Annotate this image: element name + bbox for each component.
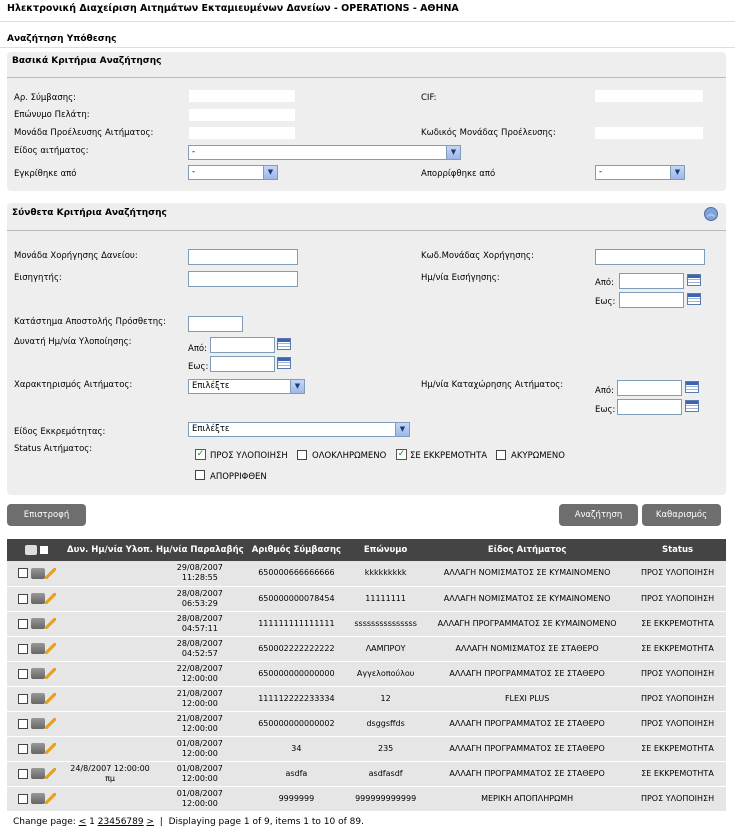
cell-date: 29/08/2007 [176, 563, 223, 573]
pager-page[interactable]: 9 [137, 817, 144, 827]
cell-contract: 34 [291, 743, 302, 753]
divider [7, 230, 726, 231]
pager-prefix: Change page: [13, 817, 76, 827]
chevron-down-icon: ▼ [290, 380, 304, 393]
pending-type-value: Επιλέξτε [192, 424, 230, 434]
cell-status: ΣΕ ΕΚΚΡΕΜΟΤΗΤΑ [641, 768, 714, 778]
edit-icon[interactable] [45, 668, 56, 679]
cell-possible-date [67, 736, 153, 761]
edit-icon[interactable] [45, 743, 56, 754]
row-checkbox[interactable] [18, 568, 28, 578]
back-button[interactable]: Επιστροφή [7, 504, 86, 526]
cell-time: 12:00:00 [181, 673, 218, 683]
cell-date: 21/08/2007 [176, 688, 223, 698]
proposal-to-input[interactable] [619, 292, 684, 308]
cell-time: 12:00:00 [181, 723, 218, 733]
cell-possible-date [67, 586, 153, 611]
col-header[interactable]: Είδος Αιτήματος [425, 539, 629, 561]
cell-received-date [153, 786, 247, 811]
cell-time: 11:28:55 [181, 573, 218, 583]
row-actions [7, 786, 67, 811]
cell-time: 06:53:29 [181, 598, 218, 608]
row-checkbox[interactable] [18, 594, 28, 604]
cell-time: 12:00:00 [181, 698, 218, 708]
table-row [7, 736, 726, 761]
possible-date-label: Δυνατή Ημ/νία Υλοποίησης: [14, 337, 132, 347]
status-checkbox-aporrifthen[interactable] [195, 470, 205, 480]
chevron-down-icon: ▼ [446, 146, 460, 159]
cell-surname: 999999999999 [355, 793, 417, 803]
table-row [7, 611, 726, 636]
cell-status: ΠΡΟΣ ΥΛΟΠΟΙΗΣΗ [640, 568, 715, 578]
col-header[interactable]: Αριθμός Σύμβασης [247, 539, 346, 561]
possible-from-input[interactable] [210, 337, 275, 353]
characterization-value: Επιλέξτε [192, 381, 230, 391]
row-actions [7, 636, 67, 661]
edit-icon[interactable] [45, 768, 56, 779]
cell-date: 22/08/2007 [176, 663, 223, 673]
cell-time: 12:00:00 [181, 748, 218, 758]
cell-contract: 650000000078454 [258, 593, 335, 603]
cell-contract: 111111111111111 [258, 618, 335, 628]
row-checkbox[interactable] [18, 719, 28, 729]
cell-request-type: ΑΛΛΑΓΗ ΠΡΟΓΡΑΜΜΑΤΟΣ ΣΕ ΣΤΑΘΕΡΟ [449, 668, 605, 678]
cell-contract: 650000000000002 [258, 718, 335, 728]
cell-request-type: ΑΛΛΑΓΗ ΝΟΜΙΣΜΑΤΟΣ ΣΕ ΚΥΜΑΙΝΟΜΕΝΟ [443, 568, 611, 578]
proposer-input[interactable] [188, 271, 298, 287]
request-type-select[interactable] [188, 145, 461, 160]
rejected-by-select[interactable] [595, 165, 685, 180]
divider [7, 77, 726, 78]
cell-possible-date: 24/8/2007 12:00:00 πμ [70, 763, 150, 783]
results-table [7, 539, 726, 812]
proposer-label: Εισηγητής: [14, 273, 62, 283]
cell-request-type: ΑΛΛΑΓΗ ΝΟΜΙΣΜΑΤΟΣ ΣΕ ΣΤΑΘΕΡΟ [455, 643, 599, 653]
cell-date: 28/08/2007 [176, 638, 223, 648]
select-all-checkbox[interactable] [39, 545, 49, 555]
pager-page[interactable]: 4 [109, 817, 115, 827]
cell-surname: ΛΑΜΠΡΟΥ [365, 643, 406, 653]
row-checkbox[interactable] [18, 694, 28, 704]
print-all-icon[interactable] [25, 545, 37, 555]
cell-date: 01/08/2007 [176, 788, 223, 798]
cell-date: 28/08/2007 [176, 588, 223, 598]
row-actions [7, 761, 67, 786]
cell-request-type: ΑΛΛΑΓΗ ΝΟΜΙΣΜΑΤΟΣ ΣΕ ΚΥΜΑΙΝΟΜΕΝΟ [443, 593, 611, 603]
characterization-label: Χαρακτηρισμός Αιτήματος: [14, 380, 133, 390]
branch-label: Κατάστημα Αποστολής Πρόσθετης: [14, 317, 166, 327]
cell-time: 04:57:11 [181, 623, 218, 633]
table-row [7, 636, 726, 661]
printer-icon[interactable] [31, 718, 45, 729]
edit-icon[interactable] [45, 693, 56, 704]
proposal-from-input[interactable] [619, 273, 684, 289]
pager-page[interactable]: 8 [132, 817, 138, 827]
cell-date: 01/08/2007 [176, 738, 223, 748]
cell-possible-date [67, 636, 153, 661]
printer-icon[interactable] [31, 668, 45, 679]
pager-next[interactable]: > [146, 817, 155, 827]
status-option-label: ΑΚΥΡΩΜΕΝΟ [511, 451, 565, 461]
col-header[interactable]: Επώνυμο [346, 539, 425, 561]
row-actions [7, 736, 67, 761]
row-checkbox[interactable] [18, 669, 28, 679]
search-button[interactable]: Αναζήτηση [559, 504, 638, 526]
table-row [7, 586, 726, 611]
collapse-icon[interactable]: ︽ [704, 207, 718, 221]
divider [0, 21, 735, 22]
cell-possible-date [67, 661, 153, 686]
table-row [7, 661, 726, 686]
page-title: Αναζήτηση Υπόθεσης [7, 34, 117, 44]
origin-unit-code-label: Κωδικός Μονάδας Προέλευσης: [421, 128, 556, 138]
divider [0, 47, 735, 48]
cif-label: CIF: [421, 93, 437, 103]
col-header[interactable]: Status [629, 539, 726, 561]
possible-to-label: Εως: [188, 362, 209, 372]
pager-page[interactable]: 2 [97, 817, 104, 827]
cell-request-type: ΜΕΡΙΚΗ ΑΠΟΠΛΗΡΩΜΗ [481, 793, 574, 803]
cell-surname: Αγγελοπούλου [356, 668, 415, 678]
row-checkbox[interactable] [18, 619, 28, 629]
calendar-icon[interactable] [687, 274, 701, 286]
edit-icon[interactable] [45, 643, 56, 654]
cell-contract: asdfa [285, 768, 308, 778]
approved-by-select[interactable] [188, 165, 278, 180]
row-actions [7, 611, 67, 636]
status-option-label: ΣΕ ΕΚΚΡΕΜΟΤΗΤΑ [410, 451, 488, 461]
possible-from-label: Από: [188, 344, 207, 354]
lending-unit-code-label: Κωδ.Μονάδας Χορήγησης: [421, 251, 534, 261]
rejected-by-value: - [599, 167, 603, 177]
row-actions [7, 661, 67, 686]
request-type-value: - [192, 147, 196, 157]
cell-time: 12:00:00 [181, 798, 218, 808]
cell-request-type: FLEXI PLUS [504, 693, 550, 703]
status-option-label: ΠΡΟΣ ΥΛΟΠΟΙΗΣΗ [210, 451, 288, 461]
basic-criteria-title: Βασικά Κριτήρια Αναζήτησης [12, 56, 162, 66]
cell-surname: 235 [377, 743, 394, 753]
pager-page[interactable]: 7 [126, 817, 133, 827]
calendar-icon[interactable] [685, 381, 699, 393]
surname-input[interactable] [189, 109, 295, 121]
chevron-down-icon: ▼ [395, 423, 409, 436]
cell-surname: dsggsffds [366, 718, 405, 728]
cell-received-date [153, 561, 247, 586]
approved-by-value: - [192, 167, 196, 177]
table-row [7, 686, 726, 711]
cell-received-date [153, 711, 247, 736]
cell-possible-date [67, 561, 153, 586]
surname-label: Επώνυμο Πελάτη: [14, 110, 90, 120]
cell-surname: kkkkkkkkk [364, 568, 407, 578]
table-row [7, 711, 726, 736]
pager-page[interactable]: 5 [114, 817, 121, 827]
edit-icon[interactable] [45, 593, 56, 604]
printer-icon[interactable] [31, 768, 45, 779]
table-header-row [7, 539, 726, 561]
registration-to-label: Εως: [595, 405, 616, 415]
pager-page[interactable]: 3 [103, 817, 110, 827]
pending-type-label: Είδος Εκκρεμότητας: [14, 427, 106, 437]
pager [13, 817, 364, 827]
proposal-date-label: Ημ/νία Εισήγησης: [421, 273, 500, 283]
origin-unit-code-input[interactable] [595, 127, 703, 139]
characterization-select[interactable] [188, 379, 305, 394]
calendar-icon[interactable] [277, 357, 291, 369]
rejected-by-label: Απορρίφθηκε από [421, 169, 496, 179]
registration-date-label: Ημ/νία Καταχώρησης Αιτήματος: [421, 380, 564, 390]
cell-request-type: ΑΛΛΑΓΗ ΠΡΟΓΡΑΜΜΑΤΟΣ ΣΕ ΚΥΜΑΙΝΟΜΕΝΟ [437, 618, 617, 628]
pager-separator: | [159, 817, 163, 827]
branch-input[interactable] [188, 316, 243, 332]
contract-no-label: Αρ. Σύμβασης: [14, 93, 76, 103]
table-row [7, 786, 726, 811]
cell-surname: asdfasdf [368, 768, 403, 778]
cif-input[interactable] [595, 90, 703, 102]
cell-request-type: ΑΛΛΑΓΗ ΠΡΟΓΡΑΜΜΑΤΟΣ ΣΕ ΣΤΑΘΕΡΟ [449, 768, 605, 778]
cell-received-date [153, 611, 247, 636]
cell-status: ΠΡΟΣ ΥΛΟΠΟΙΗΣΗ [640, 793, 715, 803]
cell-received-date [153, 686, 247, 711]
cell-contract: 111112222233334 [258, 693, 335, 703]
registration-from-label: Από: [595, 386, 614, 396]
table-row [7, 761, 726, 786]
header-actions [7, 539, 67, 561]
cell-possible-date [67, 611, 153, 636]
proposal-from-label: Από: [595, 278, 614, 288]
row-checkbox[interactable] [18, 744, 28, 754]
table-row [7, 561, 726, 586]
edit-icon[interactable] [45, 618, 56, 629]
status-checkbox-oloklirwmeno[interactable] [297, 450, 307, 460]
cell-received-date [153, 661, 247, 686]
calendar-icon[interactable] [277, 338, 291, 350]
status-option-label: ΟΛΟΚΛΗΡΩΜΕΝΟ [312, 451, 387, 461]
cell-request-type: ΑΛΛΑΓΗ ΠΡΟΓΡΑΜΜΑΤΟΣ ΣΕ ΣΤΑΘΕΡΟ [449, 718, 605, 728]
lending-unit-label: Μονάδα Χορήγησης Δανείου: [14, 251, 138, 261]
pager-page-current: 1 [89, 817, 95, 827]
status-label: Status Αιτήματος: [14, 444, 93, 454]
status-checkbox-pros-ylopoiisi[interactable]: ✓ [196, 449, 205, 459]
cell-time: 12:00:00 [181, 773, 218, 783]
row-checkbox[interactable] [18, 644, 28, 654]
col-header[interactable]: Ημ/νία Παραλαβής [153, 539, 247, 561]
calendar-icon[interactable] [687, 293, 701, 305]
cell-contract: 650000000000000 [258, 668, 335, 678]
printer-icon[interactable] [31, 568, 45, 579]
row-actions [7, 586, 67, 611]
edit-icon[interactable] [45, 718, 56, 729]
row-actions [7, 686, 67, 711]
cell-received-date [153, 761, 247, 786]
row-actions [7, 711, 67, 736]
cell-contract: 650002222222222 [258, 643, 335, 653]
cell-status: ΣΕ ΕΚΚΡΕΜΟΤΗΤΑ [641, 643, 714, 653]
pager-summary: Displaying page 1 of 9, items 1 to 10 of 89. [168, 817, 364, 827]
chevron-down-icon: ▼ [670, 166, 684, 179]
row-checkbox[interactable] [18, 794, 28, 804]
printer-icon[interactable] [31, 743, 45, 754]
calendar-icon[interactable] [685, 400, 699, 412]
cell-date: 28/08/2007 [176, 613, 223, 623]
edit-icon[interactable] [45, 793, 56, 804]
advanced-criteria-title: Σύνθετα Κριτήρια Αναζήτησης [12, 208, 167, 218]
pending-type-select[interactable] [188, 422, 410, 437]
printer-icon[interactable] [31, 693, 45, 704]
cell-received-date [153, 586, 247, 611]
cell-surname: 12 [380, 693, 391, 703]
registration-to-input[interactable] [617, 399, 682, 415]
possible-to-input[interactable] [210, 356, 275, 372]
cell-status: ΣΕ ΕΚΚΡΕΜΟΤΗΤΑ [641, 618, 714, 628]
proposal-to-label: Εως: [595, 297, 616, 307]
cell-possible-date [67, 786, 153, 811]
cell-status: ΠΡΟΣ ΥΛΟΠΟΙΗΣΗ [640, 693, 715, 703]
registration-from-input[interactable] [617, 380, 682, 396]
app-title: Ηλεκτρονική Διαχείριση Αιτημάτων Εκταμιευμένων Δανείων - OPERATIONS - ΑΘΗΝΑ [7, 3, 459, 14]
printer-icon[interactable] [31, 593, 45, 604]
pager-prev[interactable]: < [78, 817, 87, 827]
lending-unit-code-input[interactable] [595, 249, 705, 265]
status-checkbox-akyrwmeno[interactable] [496, 450, 506, 460]
row-checkbox[interactable] [18, 769, 28, 779]
cell-date: 01/08/2007 [176, 763, 223, 773]
request-type-label: Είδος αιτήματος: [14, 146, 89, 156]
printer-icon[interactable] [31, 643, 45, 654]
origin-unit-label: Μονάδα Προέλευσης Αιτήματος: [14, 128, 154, 138]
cell-contract: 650000666666666 [258, 568, 335, 578]
approved-by-label: Εγκρίθηκε από [14, 169, 77, 179]
basic-criteria-panel [7, 52, 726, 191]
cell-received-date [153, 636, 247, 661]
status-option-label: ΑΠΟΡΡΙΦΘΕΝ [210, 472, 267, 482]
col-header[interactable]: Δυν. Ημ/νία Υλοπ. [67, 539, 153, 561]
advanced-criteria-panel [7, 203, 726, 495]
row-actions [7, 561, 67, 586]
contract-no-input[interactable] [189, 90, 295, 102]
cell-surname: sssssssssssssss [354, 618, 417, 628]
cell-status: ΣΕ ΕΚΚΡΕΜΟΤΗΤΑ [641, 743, 714, 753]
cell-status: ΠΡΟΣ ΥΛΟΠΟΙΗΣΗ [640, 593, 715, 603]
chevron-down-icon: ▼ [263, 166, 277, 179]
cell-time: 04:52:57 [181, 648, 218, 658]
cell-date: 21/08/2007 [176, 713, 223, 723]
cell-contract: 9999999 [278, 793, 315, 803]
edit-icon[interactable] [45, 568, 56, 579]
origin-unit-input[interactable] [189, 127, 295, 139]
cell-surname: 11111111 [365, 593, 406, 603]
cell-possible-date [67, 686, 153, 711]
lending-unit-input[interactable] [188, 249, 298, 265]
clear-button[interactable]: Καθαρισμός [642, 504, 721, 526]
status-checkbox-se-ekkremotita[interactable]: ✓ [397, 449, 406, 459]
cell-status: ΠΡΟΣ ΥΛΟΠΟΙΗΣΗ [640, 718, 715, 728]
printer-icon[interactable] [31, 793, 45, 804]
cell-status: ΠΡΟΣ ΥΛΟΠΟΙΗΣΗ [640, 668, 715, 678]
printer-icon[interactable] [31, 618, 45, 629]
cell-request-type: ΑΛΛΑΓΗ ΠΡΟΓΡΑΜΜΑΤΟΣ ΣΕ ΣΤΑΘΕΡΟ [449, 743, 605, 753]
cell-possible-date [67, 711, 153, 736]
cell-received-date [153, 736, 247, 761]
pager-page[interactable]: 6 [120, 817, 127, 827]
